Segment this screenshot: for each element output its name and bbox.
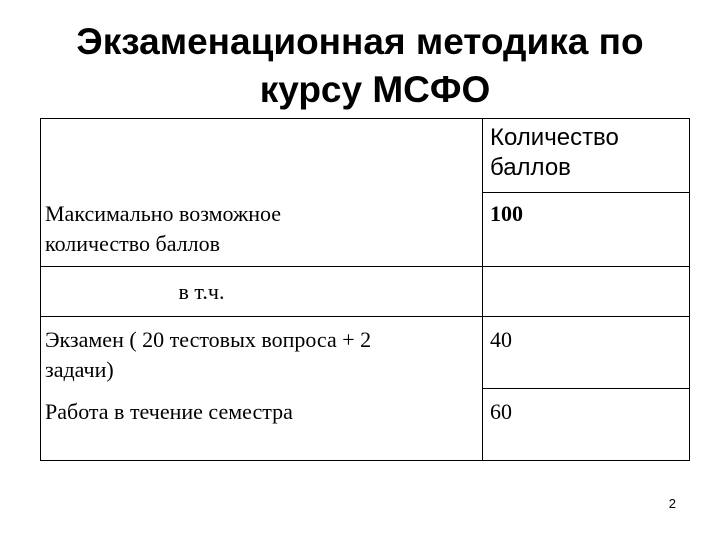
page-title [0, 18, 720, 114]
row-label-line: Экзамен ( 20 тестовых вопроса + 2 [45, 327, 372, 352]
header-line-1: Количество [490, 124, 619, 151]
page-number: 2 [668, 496, 676, 511]
title-line-2: курсу МСФО [259, 69, 491, 110]
table-row [41, 389, 690, 461]
row-label-line: количество баллов [45, 230, 221, 256]
row-value-cell: 40 [483, 317, 690, 389]
row-value-cell: 60 [483, 389, 690, 461]
table-row [41, 267, 690, 317]
header-line-2: баллов [490, 154, 571, 181]
row-label-cell [41, 267, 483, 317]
row-label-cell [41, 193, 483, 267]
row-label-cell [41, 317, 483, 389]
score-table [40, 118, 690, 461]
row-label-line: Максимально возможное [45, 200, 282, 226]
row-value-cell: 100 [483, 193, 690, 267]
row-label-line: Работа в течение семестра [45, 398, 293, 424]
table-row [41, 193, 690, 267]
row-label-line: в т.ч. [178, 279, 225, 304]
title-line-1: Экзаменационная методика по [76, 21, 644, 62]
row-label-cell [41, 389, 483, 461]
header-cell-points [483, 119, 690, 193]
row-label-line: задачи) [45, 357, 114, 382]
table-row-header [41, 119, 690, 193]
header-empty-cell [41, 119, 483, 193]
table-row [41, 317, 690, 389]
row-value-cell [483, 267, 690, 317]
